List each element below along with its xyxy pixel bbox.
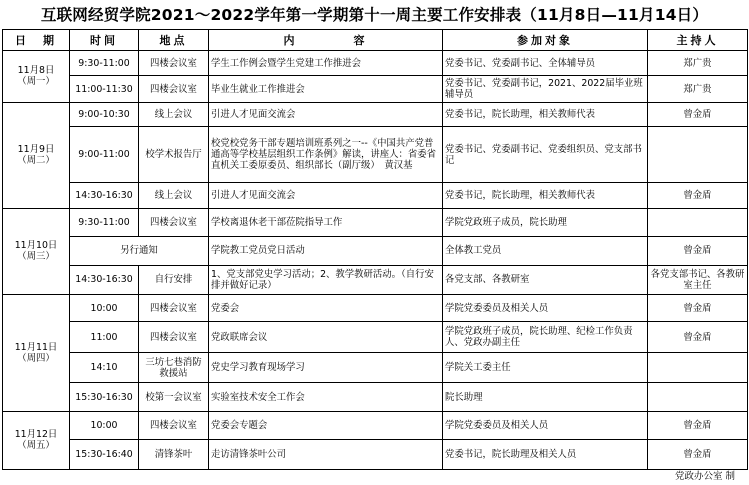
weekday-label: （周一） — [17, 76, 55, 88]
date-cell — [3, 51, 70, 103]
content-cell: 学生工作例会暨学生党建工作推进会 — [209, 51, 443, 76]
host-cell: 各党支部书记、各教研室主任 — [648, 265, 748, 294]
place-cell: 四楼会议室 — [139, 322, 209, 353]
content-cell: 党政联席会议 — [209, 322, 443, 353]
header-date: 日 期 — [3, 30, 70, 51]
content-cell: 党委会专题会 — [209, 411, 443, 439]
header-host: 主持人 — [648, 30, 748, 51]
date-cell — [3, 411, 70, 469]
place-cell: 四楼会议室 — [139, 295, 209, 322]
table-row — [3, 295, 748, 322]
footer-note: 党政办公室 制 — [674, 471, 735, 482]
table-row — [3, 440, 748, 470]
table-row — [3, 76, 748, 102]
time-cell: 11:00-11:30 — [70, 76, 139, 102]
weekday-label: （周二） — [17, 155, 55, 167]
time-cell: 9:30-11:00 — [70, 208, 139, 236]
host-cell: 郑广贵 — [648, 51, 748, 76]
host-cell: 曾金盾 — [648, 183, 748, 208]
content-cell: 毕业生就业工作推进会 — [209, 76, 443, 102]
schedule-table — [2, 29, 748, 470]
table-row — [3, 352, 748, 383]
table-row — [3, 322, 748, 353]
date-label: 11月9日 — [17, 144, 55, 156]
table-row — [3, 411, 748, 439]
date-label: 11月10日 — [14, 240, 58, 252]
host-cell: 曾金盾 — [648, 237, 748, 265]
participants-cell: 院长助理 — [443, 383, 648, 411]
time-cell: 15:30-16:30 — [70, 383, 139, 411]
header-time: 时间 — [70, 30, 139, 51]
table-row — [3, 102, 748, 126]
participants-cell: 党委书记，院长助理，相关教师代表 — [443, 183, 648, 208]
content-cell: 学院教工党员党日活动 — [209, 237, 443, 265]
time-cell: 15:30-16:40 — [70, 440, 139, 470]
place-cell: 四楼会议室 — [139, 51, 209, 76]
time-cell: 14:30-16:30 — [70, 183, 139, 208]
participants-cell: 学院党委委员及相关人员 — [443, 411, 648, 439]
date-label: 11月11日 — [14, 341, 58, 353]
table-row — [3, 237, 748, 265]
place-cell: 线上会议 — [139, 183, 209, 208]
date-cell — [3, 208, 70, 294]
participants-cell: 党委书记、党委副书记、党委组织员、党支部书记 — [443, 127, 648, 183]
place-cell: 清锋茶叶 — [139, 440, 209, 470]
place-cell: 三坊七巷消防救援站 — [139, 352, 209, 383]
header-content: 内 容 — [209, 30, 443, 51]
place-cell: 线上会议 — [139, 102, 209, 126]
content-cell: 学校离退休老干部莅院指导工作 — [209, 208, 443, 236]
participants-cell: 党委书记，院长助理及相关人员 — [443, 440, 648, 470]
participants-cell: 党委书记，院长助理，相关教师代表 — [443, 102, 648, 126]
host-cell — [648, 127, 748, 183]
table-row — [3, 183, 748, 208]
host-cell: 郑广贵 — [648, 76, 748, 102]
place-cell: 校学术报告厅 — [139, 127, 209, 183]
time-cell: 9:30-11:00 — [70, 51, 139, 76]
host-cell — [648, 208, 748, 236]
time-cell: 10:00 — [70, 411, 139, 439]
table-row — [3, 127, 748, 183]
place-cell: 自行安排 — [139, 265, 209, 294]
place-cell: 四楼会议室 — [139, 208, 209, 236]
weekday-label: （周三） — [17, 251, 55, 263]
host-cell — [648, 352, 748, 383]
header-participants: 参加对象 — [443, 30, 648, 51]
participants-cell: 全体教工党员 — [443, 237, 648, 265]
time-cell: 11:00 — [70, 322, 139, 353]
content-cell: 党史学习教育现场学习 — [209, 352, 443, 383]
content-cell: 引进人才见面交流会 — [209, 183, 443, 208]
host-cell: 曾金盾 — [648, 295, 748, 322]
host-cell — [648, 383, 748, 411]
host-cell: 曾金盾 — [648, 102, 748, 126]
content-cell: 引进人才见面交流会 — [209, 102, 443, 126]
content-cell: 1、党支部党史学习活动；2、教学教研活动。（自行安排并做好记录） — [209, 265, 443, 294]
participants-cell: 党委书记、党委副书记、全体辅导员 — [443, 51, 648, 76]
document-title: 互联网经贸学院2021～2022学年第一学期第十一周主要工作安排表（11月8日—11月14日） — [40, 6, 709, 24]
date-label: 11月8日 — [17, 65, 55, 77]
table-row — [3, 51, 748, 76]
time-cell: 9:00-11:00 — [70, 127, 139, 183]
time-cell: 9:00-10:30 — [70, 102, 139, 126]
content-cell: 校党校党务干部专题培训班系列之一--《中国共产党普通高等学校基层组织工作条例》解读，讲座人：省委省直机关工委原委员、组织部长（副厅级） 黄汉基 — [209, 127, 443, 183]
participants-cell: 学院党政班子成员，院长助理 — [443, 208, 648, 236]
content-cell: 党委会 — [209, 295, 443, 322]
host-cell: 曾金盾 — [648, 411, 748, 439]
header-row — [3, 30, 748, 51]
time-cell: 10:00 — [70, 295, 139, 322]
date-label: 11月12日 — [14, 429, 58, 441]
table-row — [3, 265, 748, 294]
weekday-label: （周五） — [17, 440, 55, 452]
place-cell: 四楼会议室 — [139, 76, 209, 102]
table-row — [3, 208, 748, 236]
participants-cell: 学院党委委员及相关人员 — [443, 295, 648, 322]
content-cell: 走访清锋茶叶公司 — [209, 440, 443, 470]
time-cell: 14:10 — [70, 352, 139, 383]
host-cell: 曾金盾 — [648, 440, 748, 470]
participants-cell: 学院党政班子成员，院长助理、纪检工作负责人、党政办副主任 — [443, 322, 648, 353]
time-place-merged-cell: 另行通知 — [70, 237, 209, 265]
place-cell: 四楼会议室 — [139, 411, 209, 439]
content-cell: 实验室技术安全工作会 — [209, 383, 443, 411]
weekday-label: （周四） — [17, 352, 55, 364]
date-cell — [3, 102, 70, 208]
host-cell: 曾金盾 — [648, 322, 748, 353]
table-row — [3, 383, 748, 411]
place-cell: 校第一会议室 — [139, 383, 209, 411]
participants-cell: 学院关工委主任 — [443, 352, 648, 383]
header-place: 地点 — [139, 30, 209, 51]
date-cell — [3, 295, 70, 412]
participants-cell: 党委书记、党委副书记，2021、2022届毕业班辅导员 — [443, 76, 648, 102]
participants-cell: 各党支部、各教研室 — [443, 265, 648, 294]
time-cell: 14:30-16:30 — [70, 265, 139, 294]
